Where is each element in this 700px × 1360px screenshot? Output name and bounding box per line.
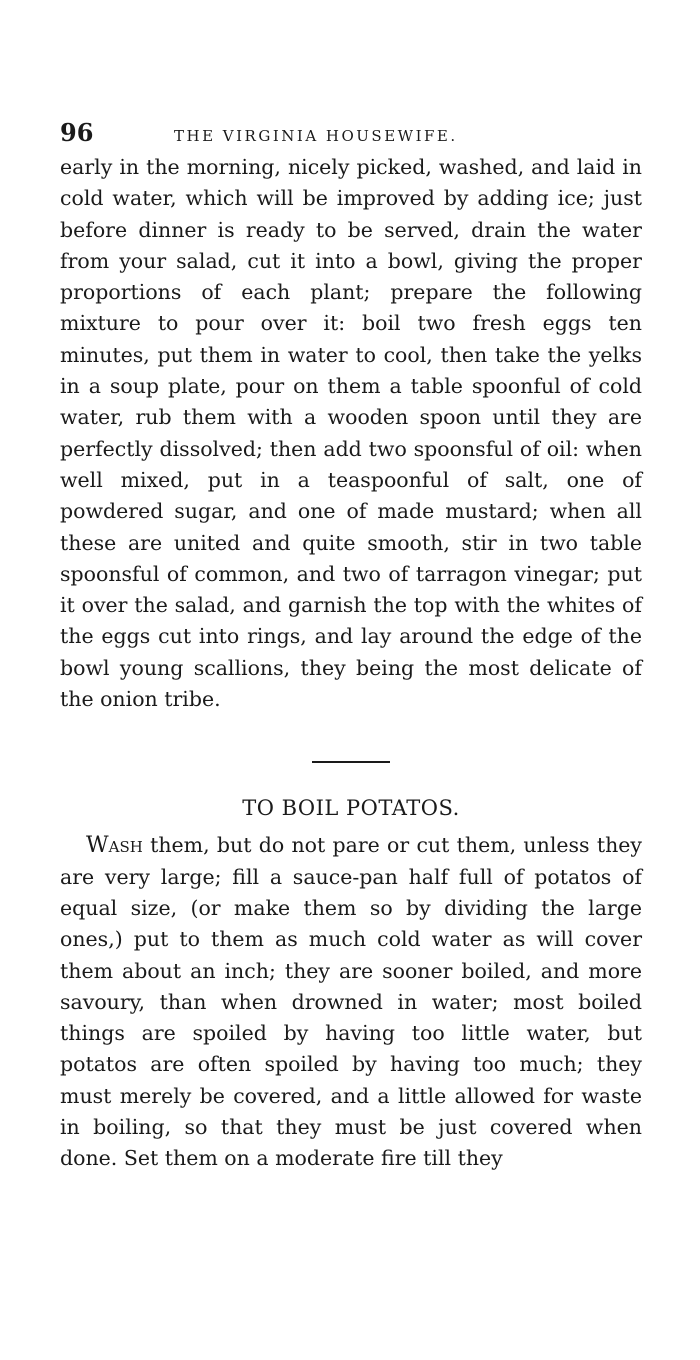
recipe-body: them, but do not pare or cut them, unless they are very large; fill a sauce-pan half full of potatos of equal size, (or make them so by dividing the large ones,) put to them as much cold water as will cover them about an inch; they are sooner boiled, and more savoury, than when drowned in water; most boiled things are spoiled by having too little water, but potatos are often spoiled by having too much; they must merely be covered, and a little allowed for waste in boiling, so that they must be just covered when done. Set them on a moderate fire till they <box>60 833 642 1171</box>
running-title: THE VIRGINIA HOUSEWIFE. <box>174 127 458 145</box>
section-divider <box>312 761 390 763</box>
running-head <box>60 118 642 152</box>
first-word: Wash <box>86 833 143 859</box>
section-heading: TO BOIL POTATOS. <box>242 796 460 821</box>
page-number: 96 <box>60 118 94 147</box>
continuation-paragraph: early in the morning, nicely picked, washed, and laid in cold water, which will be improved by adding ice; just before dinner is ready to be served, drain the water from your salad, cut it into a bowl, giving the proper proportions of each plant; prepare the following mixture to pour over it: boil two fresh eggs ten minutes, put them in water to cool, then take the yelks in a soup plate, pour on them a table spoonful of cold water, rub them with a wooden spoon until they are perfectly dissolved; then add two spoonsful of oil: when well mixed, put in a teaspoonful of salt, one of powdered sugar, and one of made mustard; when all these are united and quite smooth, stir in two table spoonsful of common, and two of tarragon vinegar; put it over the salad, and garnish the top with the whites of the eggs cut into rings, and lay around the edge of the bowl young scallions, they being the most delicate of the onion tribe. <box>60 155 642 712</box>
recipe-paragraph <box>60 830 642 1174</box>
